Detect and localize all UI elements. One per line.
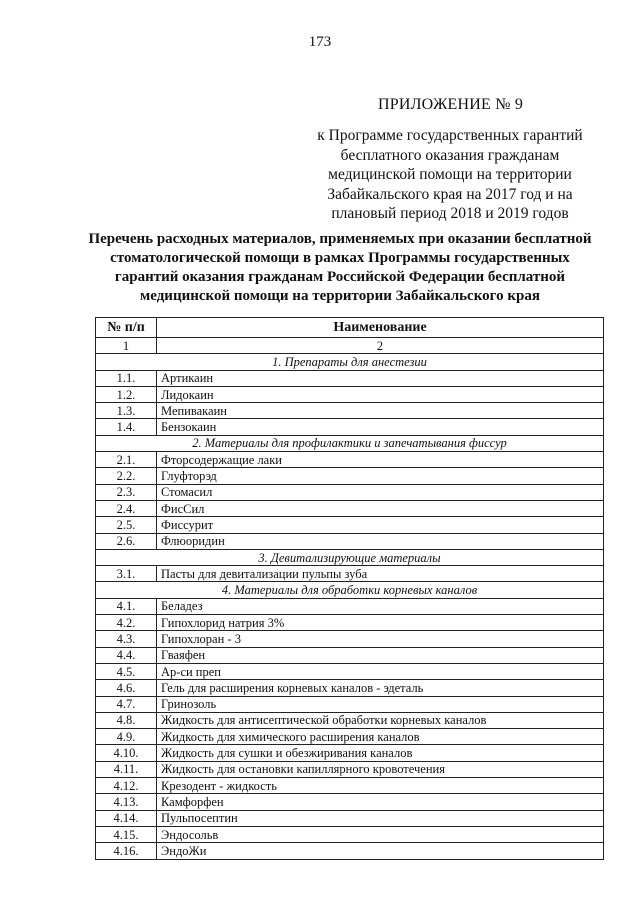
item-number: 1.4. <box>96 419 157 435</box>
item-number: 3.1. <box>96 566 157 582</box>
item-name: Артикаин <box>157 370 604 386</box>
item-name: Гипохлорид натрия 3% <box>157 615 604 631</box>
item-number: 4.1. <box>96 598 157 614</box>
item-number: 4.12. <box>96 778 157 794</box>
table-row <box>96 631 604 647</box>
table-row <box>96 598 604 614</box>
item-number: 4.6. <box>96 680 157 696</box>
section-row <box>96 549 604 565</box>
item-name: Фторсодержащие лаки <box>157 452 604 468</box>
item-name: Пасты для девитализации пульпы зуба <box>157 566 604 582</box>
table-body <box>96 338 604 860</box>
item-number: 2.4. <box>96 500 157 516</box>
table-row <box>96 500 604 516</box>
document-heading <box>75 230 605 306</box>
table-row <box>96 615 604 631</box>
item-number: 4.11. <box>96 761 157 777</box>
heading-line: стоматологической помощи в рамках Программы государственных <box>110 250 570 266</box>
item-name: Бензокаин <box>157 419 604 435</box>
item-number: 4.4. <box>96 647 157 663</box>
table-row <box>96 386 604 402</box>
item-name: Жидкость для остановки капиллярного кровотечения <box>157 761 604 777</box>
item-name: ФисСил <box>157 500 604 516</box>
column-number-row <box>96 338 604 354</box>
table-row <box>96 370 604 386</box>
appendix-line: медицинской помощи на территории <box>328 166 572 183</box>
table-row <box>96 468 604 484</box>
table-row <box>96 778 604 794</box>
item-number: 4.10. <box>96 745 157 761</box>
table-row <box>96 533 604 549</box>
table-row <box>96 810 604 826</box>
item-name: Лидокаин <box>157 386 604 402</box>
item-number: 4.9. <box>96 729 157 745</box>
column-number: 2 <box>157 338 604 354</box>
table-row <box>96 517 604 533</box>
appendix-line: плановый период 2018 и 2019 годов <box>331 205 569 222</box>
table-row <box>96 712 604 728</box>
item-number: 4.7. <box>96 696 157 712</box>
table-row <box>96 452 604 468</box>
section-title: 2. Материалы для профилактики и запечатывания фиссур <box>96 435 604 451</box>
item-name: Глуфторэд <box>157 468 604 484</box>
item-name: Эндосольв <box>157 826 604 842</box>
table-row <box>96 794 604 810</box>
appendix-title: ПРИЛОЖЕНИЕ № 9 <box>378 96 524 113</box>
item-number: 4.8. <box>96 712 157 728</box>
item-name: Жидкость для антисептической обработки корневых каналов <box>157 712 604 728</box>
heading-line: медицинской помощи на территории Забайкальского края <box>140 288 540 304</box>
item-name: Жидкость для сушки и обезжиривания каналов <box>157 745 604 761</box>
item-name: Камфорфен <box>157 794 604 810</box>
table-row <box>96 403 604 419</box>
item-number: 1.2. <box>96 386 157 402</box>
section-title: 3. Девитализирующие материалы <box>96 549 604 565</box>
table-row <box>96 680 604 696</box>
appendix-line: к Программе государственных гарантий <box>317 127 583 144</box>
item-name: Фиссурит <box>157 517 604 533</box>
page-number: 173 <box>308 34 332 50</box>
table-row <box>96 647 604 663</box>
section-row <box>96 435 604 451</box>
section-title: 1. Препараты для анестезии <box>96 354 604 370</box>
item-name: Крезодент - жидкость <box>157 778 604 794</box>
item-number: 4.15. <box>96 826 157 842</box>
section-title: 4. Материалы для обработки корневых каналов <box>96 582 604 598</box>
appendix-line: бесплатного оказания гражданам <box>340 146 560 164</box>
table-row <box>96 566 604 582</box>
table-row <box>96 745 604 761</box>
item-name: Ар-си преп <box>157 663 604 679</box>
item-number: 4.5. <box>96 663 157 679</box>
item-name: Стомасил <box>157 484 604 500</box>
item-number: 4.13. <box>96 794 157 810</box>
item-name: ЭндоЖи <box>157 843 604 859</box>
item-number: 2.1. <box>96 452 157 468</box>
item-name: Гринозоль <box>157 696 604 712</box>
table-header-row <box>96 318 604 338</box>
item-name: Гель для расширения корневых каналов - эдеталь <box>157 680 604 696</box>
item-number: 4.3. <box>96 631 157 647</box>
column-number: 1 <box>96 338 157 354</box>
heading-line: гарантий оказания гражданам Российской Федерации бесплатной <box>114 269 566 285</box>
header-name: Наименование <box>157 318 604 338</box>
item-number: 1.3. <box>96 403 157 419</box>
item-number: 4.14. <box>96 810 157 826</box>
appendix-line: Забайкальского края на 2017 год и на <box>327 185 573 203</box>
item-name: Мепивакаин <box>157 403 604 419</box>
item-name: Гипохлоран - 3 <box>157 631 604 647</box>
item-number: 4.16. <box>96 843 157 859</box>
table-row <box>96 663 604 679</box>
header-number: № п/п <box>96 318 157 338</box>
item-number: 2.5. <box>96 517 157 533</box>
table-row <box>96 826 604 842</box>
heading-line: Перечень расходных материалов, применяемых при оказании бесплатной <box>88 231 592 247</box>
item-number: 4.2. <box>96 615 157 631</box>
item-number: 2.6. <box>96 533 157 549</box>
materials-table <box>95 317 604 860</box>
table-row <box>96 761 604 777</box>
item-number: 2.2. <box>96 468 157 484</box>
table-row <box>96 419 604 435</box>
item-number: 2.3. <box>96 484 157 500</box>
item-name: Пульпосептин <box>157 810 604 826</box>
item-number: 1.1. <box>96 370 157 386</box>
section-row <box>96 582 604 598</box>
item-name: Жидкость для химического расширения каналов <box>157 729 604 745</box>
appendix-subtitle <box>300 126 600 224</box>
table-row <box>96 729 604 745</box>
table-row <box>96 696 604 712</box>
item-name: Флюоридин <box>157 533 604 549</box>
table-row <box>96 843 604 859</box>
item-name: Гваяфен <box>157 647 604 663</box>
section-row <box>96 354 604 370</box>
table-row <box>96 484 604 500</box>
item-name: Беладез <box>157 598 604 614</box>
